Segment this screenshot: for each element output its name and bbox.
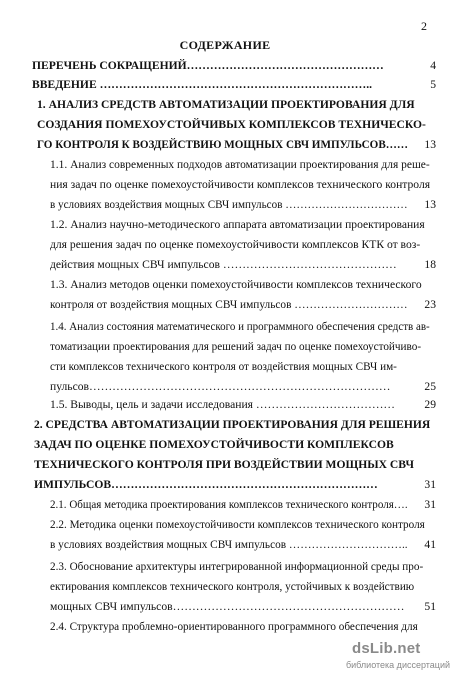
toc-entry-page: 4: [430, 59, 436, 72]
toc-entry-page: 31: [424, 478, 436, 491]
toc-entry-text: томатизации проектирования для решений задач по оценке помехоустойчиво-: [50, 341, 422, 353]
page-number: 2: [421, 19, 427, 33]
toc-entry-page: 51: [424, 600, 436, 613]
toc-entry-text: 1. АНАЛИЗ СРЕДСТВ АВТОМАТИЗАЦИИ ПРОЕКТИРОВАНИЯ ДЛЯ: [37, 98, 415, 111]
toc-entry-page: 13: [424, 138, 436, 151]
toc-entry-text: пульсов……………………………………………………………………: [50, 380, 391, 393]
toc-entry-text: ектирования комплексов технического контроля, устойчивых к воздействию: [50, 581, 415, 593]
toc-entry-text: ПЕРЕЧЕНЬ СОКРАЩЕНИЙ……………………………………………: [32, 59, 384, 72]
toc-entry-text: 1.4. Анализ состояния математического и программного обеспечения средств ав-: [50, 321, 430, 333]
toc-entry-text: в условиях воздействия мощных СВЧ импульсов ……………………………: [50, 198, 408, 211]
toc-entry-text: 1.1. Анализ современных подходов автоматизации проектирования для реше-: [50, 158, 430, 171]
toc-entry-page: 31: [424, 498, 436, 511]
toc-entry-page: 29: [424, 398, 436, 411]
toc-entry-text: ТЕХНИЧЕСКОГО КОНТРОЛЯ ПРИ ВОЗДЕЙСТВИИ МОЩНЫХ СВЧ: [34, 458, 414, 471]
toc-entry-text: ГО КОНТРОЛЯ К ВОЗДЕЙСТВИЮ МОЩНЫХ СВЧ ИМПУЛЬСОВ……: [37, 138, 408, 151]
toc-entry-text: ния задач по оценке помехоустойчивости комплексов технического контроля: [50, 178, 431, 191]
watermark-subtitle: библиотека диссертаций: [346, 660, 450, 670]
watermark-logo: dsLib.net: [352, 640, 421, 657]
toc-entry-text: 1.3. Анализ методов оценки помехоустойчивости комплексов технического: [50, 278, 422, 291]
toc-entry-page: 18: [424, 258, 436, 271]
toc-entry-text: ИМПУЛЬСОВ……………………………………………………………: [34, 478, 378, 491]
toc-entry-text: в условиях воздействия мощных СВЧ импульсов …………………………..: [50, 538, 408, 551]
toc-entry-text: 2. СРЕДСТВА АВТОМАТИЗАЦИИ ПРОЕКТИРОВАНИЯ ДЛЯ РЕШЕНИЯ: [34, 418, 431, 431]
toc-entry-text: 1.2. Анализ научно-методического аппарата автоматизации проектирования: [50, 218, 425, 231]
toc-entry-text: мощных СВЧ импульсов……………………………………………………: [50, 600, 405, 613]
toc-entry-page: 13: [424, 198, 436, 211]
toc-entry-text: ВВЕДЕНИЕ ……………………………………………………………..: [32, 78, 373, 91]
toc-entry-page: 23: [424, 298, 436, 311]
toc-entry-text: СОЗДАНИЯ ПОМЕХОУСТОЙЧИВЫХ КОМПЛЕКСОВ ТЕХНИЧЕСКО-: [37, 118, 426, 131]
toc-entry-text: контроля от воздействия мощных СВЧ импульсов …………………………: [50, 298, 408, 311]
toc-entry-text: 2.3. Обоснование архитектуры интегрированной информационной среды про-: [50, 561, 424, 573]
dslib-watermark: [346, 640, 450, 680]
toc-entry-page: 41: [424, 538, 436, 551]
toc-entry-text: 2.2. Методика оценки помехоустойчивости комплексов технического контроля: [50, 519, 425, 531]
toc-entry-text: 2.4. Структура проблемно-ориентированного программного обеспечения для: [50, 621, 418, 633]
page-title: СОДЕРЖАНИЕ: [179, 38, 271, 52]
toc-entry-text: для решения задач по оценке помехоустойчивости комплексов КТК от воз-: [50, 238, 421, 251]
toc-entry-text: сти комплексов технического контроля от воздействия мощных СВЧ им-: [50, 361, 397, 373]
toc-entry-text: 1.5. Выводы, цель и задачи исследования ………………………………: [50, 398, 396, 411]
toc-entry-page: 5: [430, 78, 436, 91]
toc-entry-text: действия мощных СВЧ импульсов ………………………………………: [50, 258, 397, 271]
toc-entry-text: 2.1. Общая методика проектирования комплексов технического контроля….: [50, 498, 408, 511]
toc-entry-text: ЗАДАЧ ПО ОЦЕНКЕ ПОМЕХОУСТОЙЧИВОСТИ КОМПЛЕКСОВ: [34, 438, 394, 451]
toc-entry-page: 25: [424, 380, 436, 393]
